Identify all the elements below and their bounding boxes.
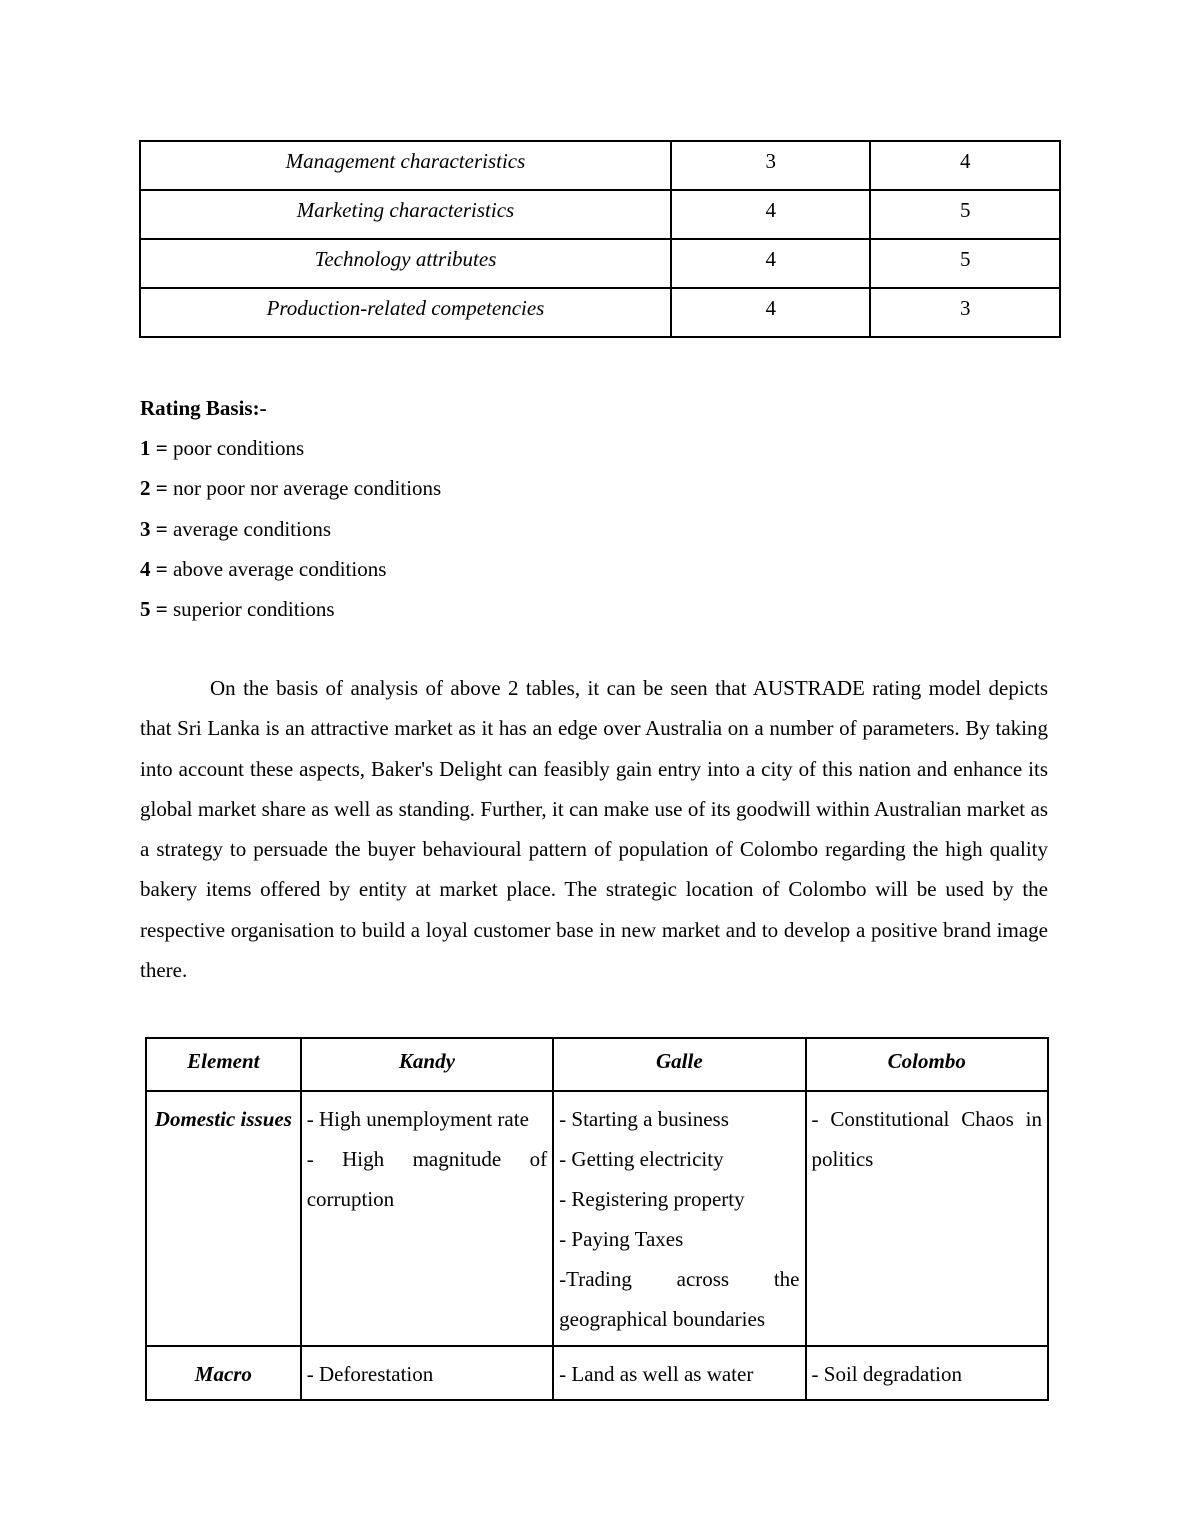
- rating-cell: 3: [671, 141, 871, 190]
- rating-basis-item: 1 = poor conditions: [140, 436, 305, 461]
- table-row: [140, 190, 1060, 239]
- list-item: - Paying Taxes: [559, 1227, 684, 1252]
- table-row: [140, 141, 1060, 190]
- table-row: [140, 288, 1060, 337]
- list-item: - Getting electricity: [559, 1147, 724, 1172]
- rating-basis-item: 5 = superior conditions: [140, 597, 335, 622]
- galle-cell: [553, 1091, 805, 1346]
- rating-basis-item: 3 = average conditions: [140, 516, 331, 541]
- factor-cell: Production-related competencies: [140, 288, 671, 337]
- factor-cell: Management characteristics: [140, 141, 671, 190]
- header-colombo: Colombo: [806, 1038, 1048, 1091]
- location-comparison-table: [145, 1037, 1049, 1401]
- table-row: [140, 239, 1060, 288]
- rating-cell: 4: [671, 288, 871, 337]
- rating-cell: 5: [870, 239, 1060, 288]
- factor-cell: Marketing characteristics: [140, 190, 671, 239]
- table-row: [146, 1091, 1048, 1346]
- rating-basis: [140, 388, 441, 629]
- header-galle: Galle: [553, 1038, 805, 1091]
- kandy-cell: [301, 1091, 553, 1346]
- element-macro: Macro: [146, 1346, 301, 1400]
- rating-cell: 5: [870, 190, 1060, 239]
- colombo-cell: [806, 1091, 1048, 1346]
- table-header-row: [146, 1038, 1048, 1091]
- rating-cell: 4: [870, 141, 1060, 190]
- list-item: - High unemployment rate: [306, 1107, 529, 1131]
- rating-basis-item: 2 = nor poor nor average conditions: [140, 476, 442, 501]
- rating-cell: 4: [671, 239, 871, 288]
- rating-basis-heading: Rating Basis:-: [140, 396, 267, 420]
- list-item: -Trading across the geographical boundaries: [559, 1267, 800, 1332]
- galle-cell: - Land as well as water: [553, 1346, 805, 1400]
- table-row: [146, 1346, 1048, 1400]
- header-kandy: Kandy: [301, 1038, 553, 1091]
- colombo-cell: - Soil degradation: [806, 1346, 1048, 1400]
- list-item: - Constitutional Chaos in politics: [811, 1107, 1042, 1172]
- rating-cell: 4: [671, 190, 871, 239]
- list-item: - Registering property: [559, 1187, 745, 1212]
- analysis-paragraph: On the basis of analysis of above 2 tables, it can be seen that AUSTRADE rating model depicts that Sri Lanka is an attractive market as it has an edge over Australia on a number of parameters. By taking into account these aspects, Baker's Delight can feasibly gain entry into a city of this nation and enhance its global market share as well as standing. Further, it can make use of its goodwill within Australian market as a strategy to persuade the buyer behavioural pattern of population of Colombo regarding the high quality bakery items offered by entity at market place. The strategic location of Colombo will be used by the respective organisation to build a loyal customer base in new market and to develop a positive brand image there.: [140, 676, 1048, 983]
- rating-basis-item: 4 = above average conditions: [140, 556, 387, 581]
- list-item: - Starting a business: [559, 1107, 729, 1131]
- kandy-cell: - Deforestation: [301, 1346, 553, 1400]
- header-element: Element: [146, 1038, 301, 1091]
- factor-cell: Technology attributes: [140, 239, 671, 288]
- rating-cell: 3: [870, 288, 1060, 337]
- element-domestic: Domestic issues: [146, 1091, 301, 1346]
- rating-table: [139, 140, 1061, 338]
- list-item: - High magnitude of corruption: [306, 1147, 548, 1212]
